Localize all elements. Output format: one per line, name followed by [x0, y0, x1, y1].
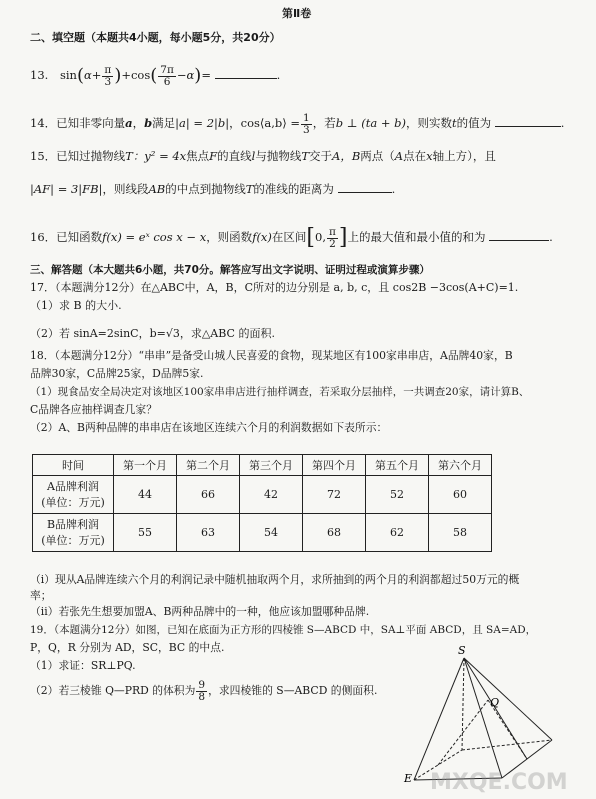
table-header-cell: 第五个月 — [366, 455, 429, 476]
table-cell: 66 — [177, 476, 240, 514]
answer-blank-15[interactable] — [338, 180, 392, 193]
watermark: MXQE.COM — [430, 770, 568, 795]
table-header-cell: 第四个月 — [303, 455, 366, 476]
label-S: S — [458, 644, 466, 657]
question-18-line-3: （1）现食品安全局决定对该地区100家串串店进行抽样调查，若采取分层抽样，一共调查20家，请计算B、 — [30, 386, 530, 398]
profit-table — [32, 454, 492, 552]
table-header-cell: 第三个月 — [240, 455, 303, 476]
table-row — [33, 476, 492, 514]
question-17-part-1: （1）求 B 的大小. — [30, 299, 122, 312]
section-fill-in-heading: 二、填空题（本题共4小题，每小题5分，共20分） — [30, 31, 281, 44]
question-19-line-1: 19．（本题满分12分）如图，已知在底面为正方形的四棱锥 S—ABCD 中，SA⊥平面 ABCD，且 SA=AD， — [30, 624, 537, 636]
answer-blank-13[interactable] — [215, 66, 277, 79]
question-18-line-5: （2）A、B两种品牌的串串店在该地区连续六个月的利润数据如下表所示： — [30, 421, 388, 434]
table-header-cell: 第一个月 — [114, 455, 177, 476]
label-E: E — [404, 772, 413, 785]
table-header-row — [33, 455, 492, 476]
question-17-part-2: （2）若 sinA=2sinC，b=√3，求△ABC 的面积. — [30, 327, 275, 340]
question-15-line-2: |AF| = 3|FB|，则线段AB的中点到抛物线T的准线的距离为 . — [30, 182, 396, 196]
table-cell: 52 — [366, 476, 429, 514]
table-header-cell: 第二个月 — [177, 455, 240, 476]
table-cell: 54 — [240, 514, 303, 552]
question-18-line-4: C品牌各应抽样调查几家？ — [30, 403, 158, 416]
row-label: B品牌利润 (单位：万元) — [33, 514, 114, 552]
question-18-part-ii: （ii）若张先生想要加盟A、B两种品牌中的一种，他应该加盟哪种品牌. — [30, 605, 370, 618]
question-15-line-1: 15．已知过抛物线T：y² = 4x焦点F的直线l与抛物线T交于A，B两点（A点在x轴上方），且 — [30, 149, 496, 163]
answer-blank-16[interactable] — [489, 228, 549, 241]
table-cell: 58 — [429, 514, 492, 552]
question-13-number: 13. — [30, 68, 49, 82]
question-17-line-1: 17．（本题满分12分）在△ABC中，A，B，C所对的边分别是 a, b, c，且 cos2B −3cos(A+C)=1. — [30, 281, 519, 294]
question-19-line-2: P，Q，R 分别为 AD，SC，BC 的中点. — [30, 641, 225, 654]
question-18-line-1: 18．（本题满分12分）“串串”是备受山城人民喜爱的食物，现某地区有100家串串店，A品牌40家，B — [30, 349, 513, 362]
row-label: A品牌利润 (单位：万元) — [33, 476, 114, 514]
table-cell: 55 — [114, 514, 177, 552]
table-cell: 68 — [303, 514, 366, 552]
question-19-part-2: （2）若三棱锥 Q—PRD 的体积为 $\frac{9}{8}$ ，求四棱锥的 S—ABCD 的侧面积. — [30, 678, 378, 703]
table-cell: 62 — [366, 514, 429, 552]
pyramid-figure — [402, 640, 582, 790]
table-cell: 42 — [240, 476, 303, 514]
question-14: 14．已知非零向量a，b满足|a| = 2|b|，cos⟨a,b⟩ = $\frac{1}{3}$ ，若b ⊥ (ta + b)，则实数t的值为 . — [30, 111, 565, 136]
question-18-line-2: 品牌30家，C品牌25家，D品牌5家. — [30, 367, 204, 380]
question-18-part-i: （i）现从A品牌连续六个月的利润记录中随机抽取两个月，求所抽到的两个月的利润都超过50万元的概 — [30, 573, 520, 586]
answer-blank-14[interactable] — [495, 114, 561, 127]
table-cell: 72 — [303, 476, 366, 514]
table-row — [33, 514, 492, 552]
section-answer-heading: 三、解答题（本大题共6小题，共70分。解答应写出文字说明、证明过程或演算步骤） — [30, 264, 430, 276]
question-13: 13. sin(α+ $\frac{\pi}{3}$ )+cos( $\frac{7\pi}{6}$ −α)= . — [30, 63, 281, 88]
question-16: 16．已知函数f(x) = eˣ cos x − x，则函数f(x)在区间[0, $\frac{\pi}{2}$ ]上的最大值和最小值的和为 . — [30, 225, 553, 250]
label-Q: Q — [490, 696, 500, 709]
question-19-part-1: （1）求证：SR⊥PQ. — [30, 659, 136, 672]
table-cell: 60 — [429, 476, 492, 514]
table-header-cell: 时间 — [33, 455, 114, 476]
table-cell: 63 — [177, 514, 240, 552]
page-header: 第Ⅱ卷 — [282, 7, 312, 20]
table-header-cell: 第六个月 — [429, 455, 492, 476]
question-18-part-i-cont: 率； — [30, 589, 52, 602]
table-cell: 44 — [114, 476, 177, 514]
